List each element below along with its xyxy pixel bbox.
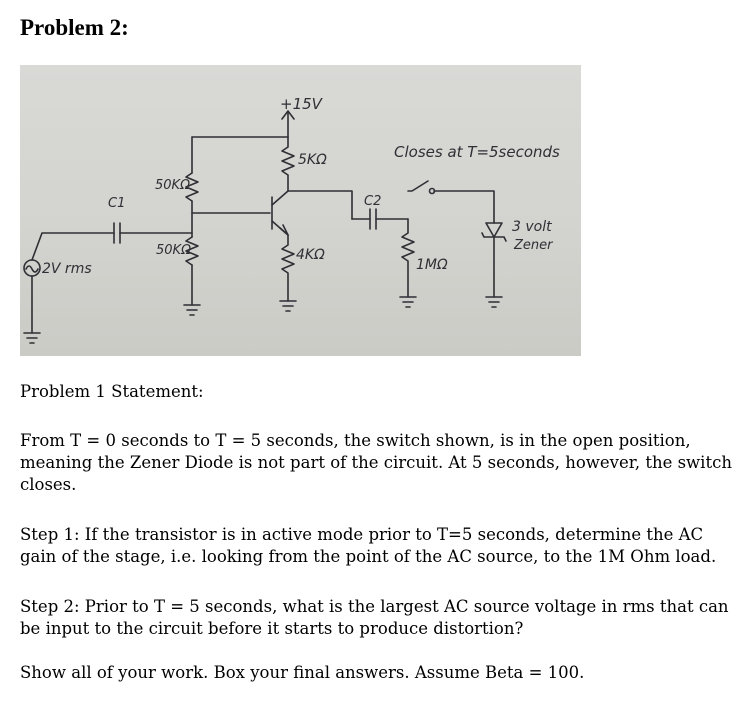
statement-paragraph: From T = 0 seconds to T = 5 seconds, the switch shown, is in the open position, meaning the Zener Diode is not part of the circuit. At 5 seconds, however, the switch closes. bbox=[20, 431, 732, 494]
zener-label-line2: Zener bbox=[514, 238, 553, 253]
zener-ground-symbol bbox=[486, 297, 502, 307]
re-label: 4KΩ bbox=[296, 247, 325, 263]
source-label: 2V rms bbox=[42, 261, 92, 277]
c1-capacitor-symbol bbox=[114, 223, 120, 243]
instructions-text: Show all of your work. Box your final answers. Assume Beta = 100. bbox=[20, 663, 585, 682]
rc-label: 5KΩ bbox=[298, 152, 327, 168]
rb2-ground-symbol bbox=[184, 305, 200, 315]
zener-label-line1: 3 volt bbox=[512, 219, 552, 235]
c1-label: C1 bbox=[108, 196, 126, 211]
c2-label: C2 bbox=[364, 194, 382, 209]
circuit-schematic bbox=[20, 65, 581, 356]
bjt-transistor-symbol bbox=[272, 191, 288, 235]
supply-arrow-symbol bbox=[282, 111, 294, 137]
switch-label: Closes at T=5seconds bbox=[394, 143, 560, 161]
input-wire bbox=[32, 233, 114, 260]
problem-heading: Problem 2: bbox=[20, 15, 129, 40]
statement-title: Problem 1 Statement: bbox=[20, 382, 204, 401]
collector-wire bbox=[288, 191, 352, 219]
rc-resistor-symbol bbox=[282, 137, 294, 191]
step1-text: Step 1: If the transistor is in active mode prior to T=5 seconds, determine the AC gain of the stage, i.e. looking from the point of the AC source, to the 1M Ohm load. bbox=[20, 525, 717, 566]
rl-label: 1MΩ bbox=[416, 257, 448, 273]
switch-to-zener-wire bbox=[434, 191, 494, 223]
supply-label: +15V bbox=[280, 95, 322, 113]
ac-source-symbol bbox=[24, 260, 40, 343]
re-resistor-symbol bbox=[282, 235, 294, 301]
re-ground-symbol bbox=[280, 301, 296, 311]
rl-resistor-symbol bbox=[402, 219, 414, 297]
c2-capacitor-symbol bbox=[370, 209, 376, 229]
rl-ground-symbol bbox=[400, 297, 416, 307]
step2-text: Step 2: Prior to T = 5 seconds, what is the largest AC source voltage in rms that can be input to the circuit before it starts to produce distortion? bbox=[20, 597, 729, 638]
circuit-photo bbox=[20, 65, 581, 356]
rb1-label: 50KΩ bbox=[155, 178, 191, 193]
switch-blade-symbol bbox=[408, 181, 428, 191]
rb2-label: 50KΩ bbox=[156, 243, 192, 258]
